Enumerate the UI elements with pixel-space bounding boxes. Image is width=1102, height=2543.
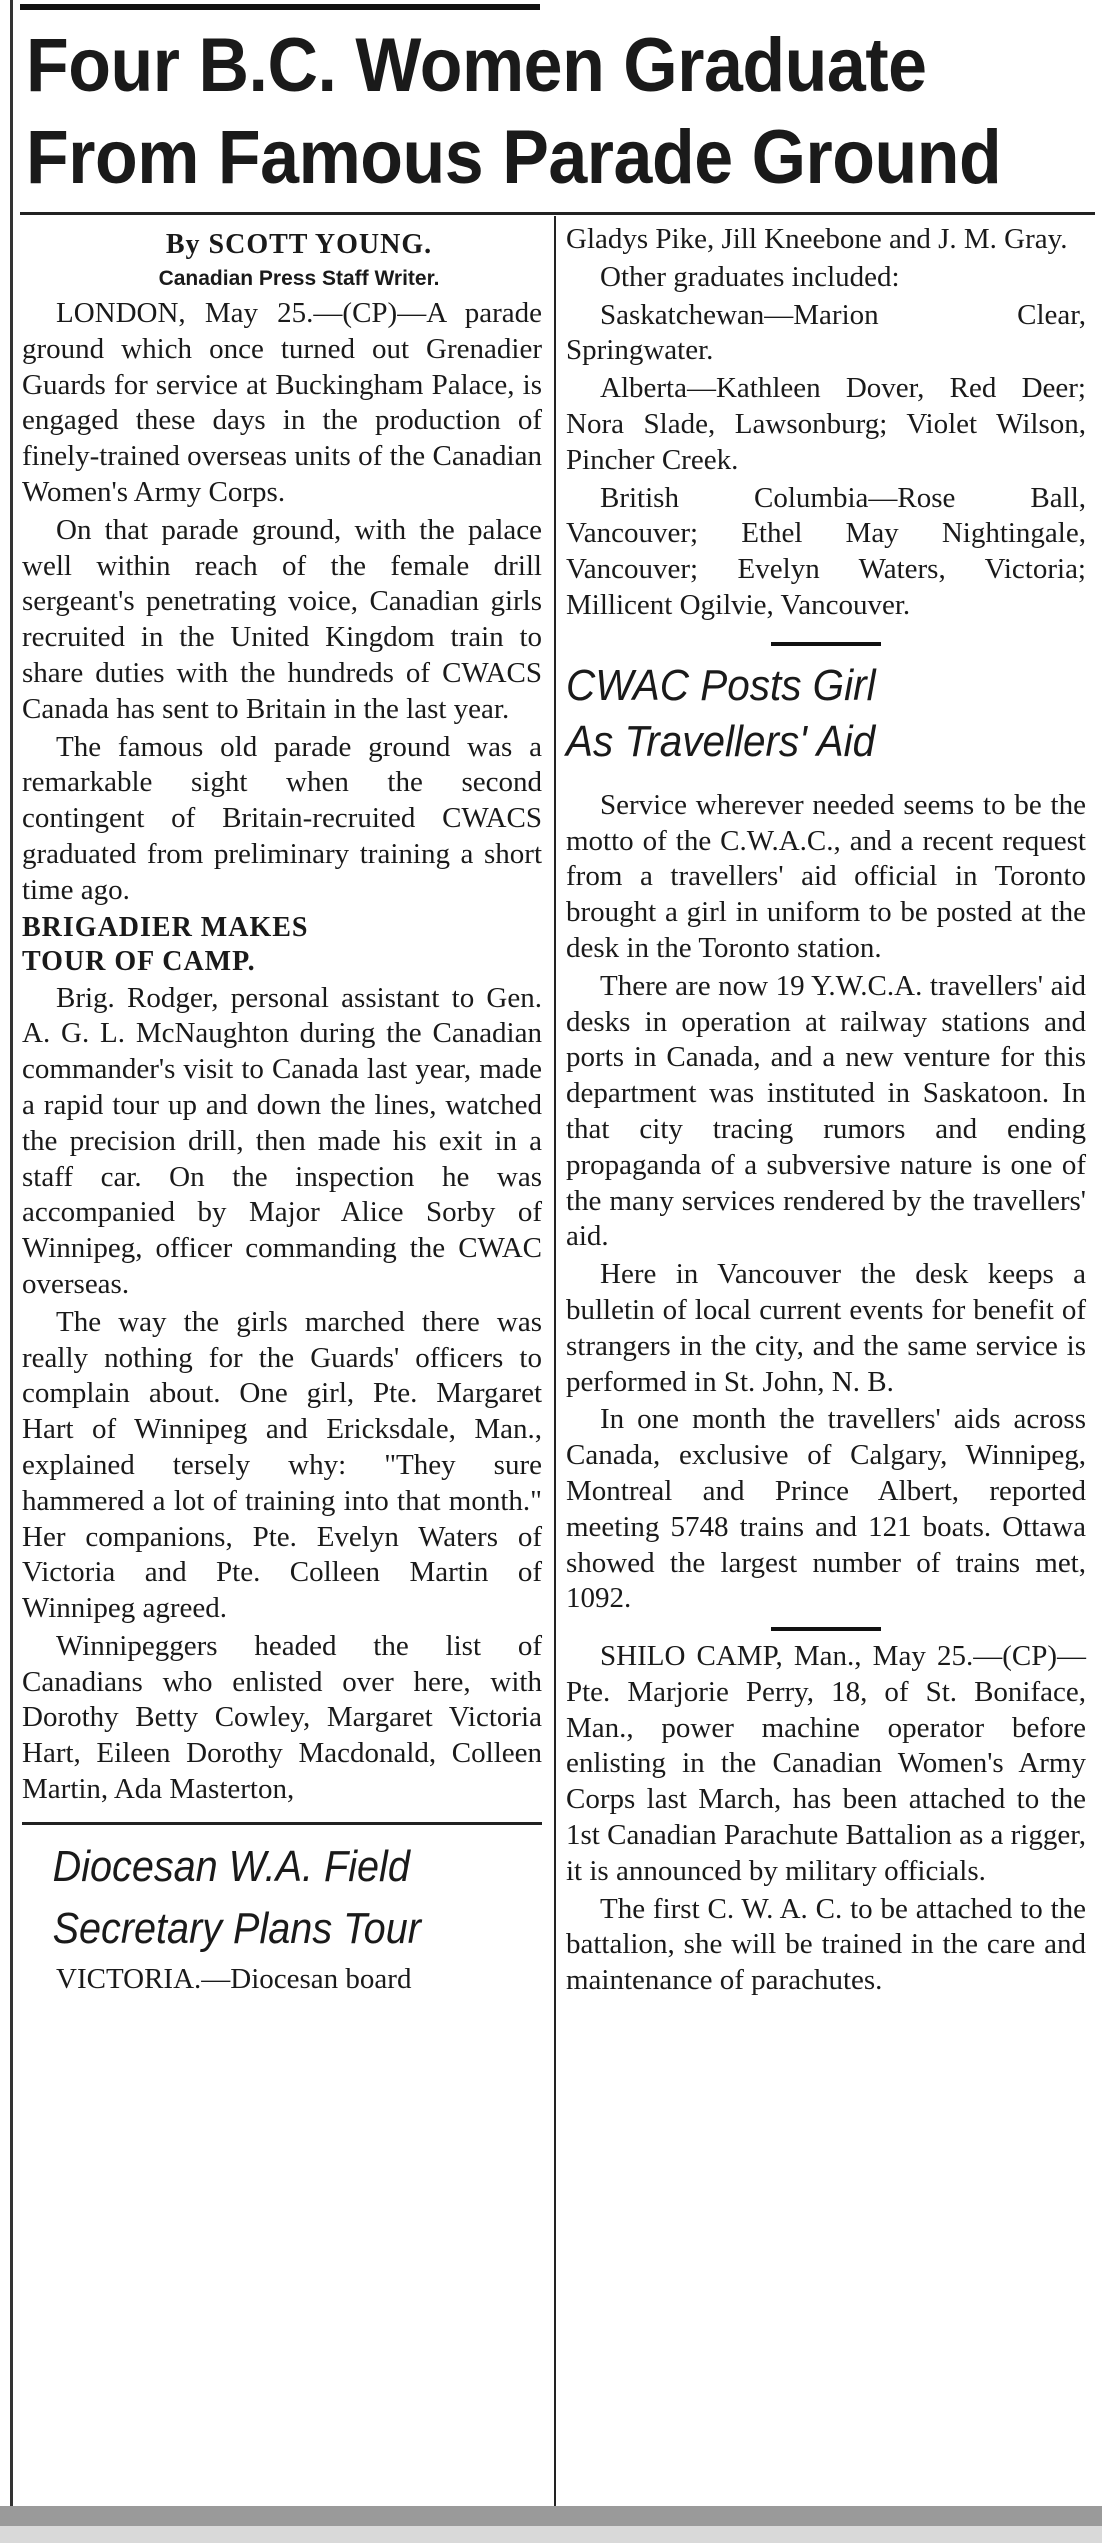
paragraph: The famous old parade ground was a remarkable sight when the second contingent of Britain-recruited CWACS graduated from preliminary training a short time ago.	[22, 730, 542, 906]
subhead-line-1: BRIGADIER MAKES	[22, 911, 309, 943]
diocesan-headline-line-2: Secretary Plans Tour	[52, 1903, 421, 1953]
right-column	[566, 222, 1086, 2001]
paragraph: LONDON, May 25.—(CP)—A parade ground which once turned out Grenadier Guards for service at Buckingham Palace, is engaged these days in the production of finely-trained overseas units of the Canadian Women's Army Corps.	[22, 297, 542, 508]
byline-credit: Canadian Press Staff Writer.	[158, 267, 440, 290]
paragraph: In one month the travellers' aids across Canada, exclusive of Calgary, Winnipeg, Montreal and Prince Albert, reported meeting 5748 trains and 121 boats. Ottawa showed the largest number of trains met, 1092.	[566, 1403, 1086, 1615]
paragraph: British Columbia—Rose Ball, Vancouver; Ethel May Nightingale, Vancouver; Evelyn Waters, Victoria; Millicent Ogilvie, Vancouver.	[566, 481, 1086, 621]
main-headline	[26, 20, 1002, 204]
column-rule	[554, 216, 556, 2506]
section-rule	[22, 1822, 542, 1825]
subhead-line-2: TOUR OF CAMP.	[22, 945, 256, 977]
paragraph: There are now 19 Y.W.C.A. travellers' aid desks in operation at railway stations and ports in Canada, and a new venture for this department was instituted in Saskatoon. In that city tracing rumors and ending propaganda of a subversive nature is one of the many services rendered by the travellers' aid.	[566, 969, 1086, 1253]
headline-line-2: From Famous Parade Ground	[26, 115, 1002, 200]
paragraph: The way the girls marched there was really nothing for the Guards' officers to complain about. One girl, Pte. Margaret Hart of Winnipeg and Ericksdale, Man., explained tersely why: "They sure hammered a lot of training into that month." Her companions, Pte. Evelyn Waters of Victoria and Pte. Colleen Martin of Winnipeg agreed.	[22, 1305, 542, 1625]
headline-line-1: Four B.C. Women Graduate	[26, 23, 927, 108]
headline-rule	[20, 212, 1095, 215]
paragraph: Service wherever needed seems to be the motto of the C.W.A.C., and a recent request from a travellers' aid official in Toronto brought a girl in uniform to be posted at the desk in the Toronto station.	[566, 788, 1086, 964]
byline: By SCOTT YOUNG.	[165, 229, 433, 260]
article-divider	[771, 1627, 881, 1631]
top-rule	[20, 4, 540, 10]
continued-paragraph: Gladys Pike, Jill Kneebone and J. M. Gray.	[566, 223, 1068, 255]
diocesan-headline-line-1: Diocesan W.A. Field	[52, 1841, 410, 1891]
left-column	[22, 228, 542, 1999]
cwac-headline-line-2: As Travellers' Aid	[566, 716, 876, 766]
paragraph: Other graduates included:	[600, 260, 900, 293]
paragraph: Winnipeggers headed the list of Canadians who enlisted over here, with Dorothy Betty Cowley, Margaret Victoria Hart, Eileen Dorothy Macdonald, Colleen Martin, Ada Masterton,	[22, 1629, 542, 1806]
paragraph: Alberta—Kathleen Dover, Red Deer; Nora Slade, Lawsonburg; Violet Wilson, Pincher Creek.	[566, 372, 1086, 476]
cwac-headline-line-1: CWAC Posts Girl	[566, 660, 876, 710]
paragraph: Saskatchewan—Marion Clear, Springwater.	[566, 298, 1086, 367]
scan-edge	[0, 2506, 1102, 2526]
subhead	[22, 911, 542, 979]
scan-edge-light	[0, 2526, 1102, 2543]
paragraph: Here in Vancouver the desk keeps a bulletin of local current events for benefit of strangers in the city, and the same service is performed in St. John, N. B.	[566, 1258, 1086, 1398]
paragraph: SHILO CAMP, Man., May 25.—(CP)—Pte. Marjorie Perry, 18, of St. Boniface, Man., power machine operator before enlisting in the Canadian Women's Army Corps last March, has been attached to the 1st Canadian Parachute Battalion as a rigger, it is announced by military officials.	[566, 1640, 1086, 1887]
paragraph: The first C. W. A. C. to be attached to the battalion, she will be trained in the care and maintenance of parachutes.	[566, 1892, 1086, 1997]
paragraph: On that parade ground, with the palace well within reach of the female drill sergeant's penetrating voice, Canadian girls recruited in the United Kingdom train to share duties with the hundreds of CWACS Canada has sent to Britain in the last year.	[22, 513, 542, 725]
diocesan-first-line: VICTORIA.—Diocesan board	[56, 1962, 412, 1995]
cwac-headline	[566, 658, 1044, 770]
article-divider	[771, 642, 881, 646]
page-edge	[10, 0, 13, 2543]
paragraph: Brig. Rodger, personal assistant to Gen. A. G. L. McNaughton during the Canadian commander's visit to Canada last year, made a rapid tour up and down the lines, watched the precision drill, then made his exit in a staff car. On the inspection he was accompanied by Major Alice Sorby of Winnipeg, officer commanding the CWAC overseas.	[22, 981, 542, 1300]
